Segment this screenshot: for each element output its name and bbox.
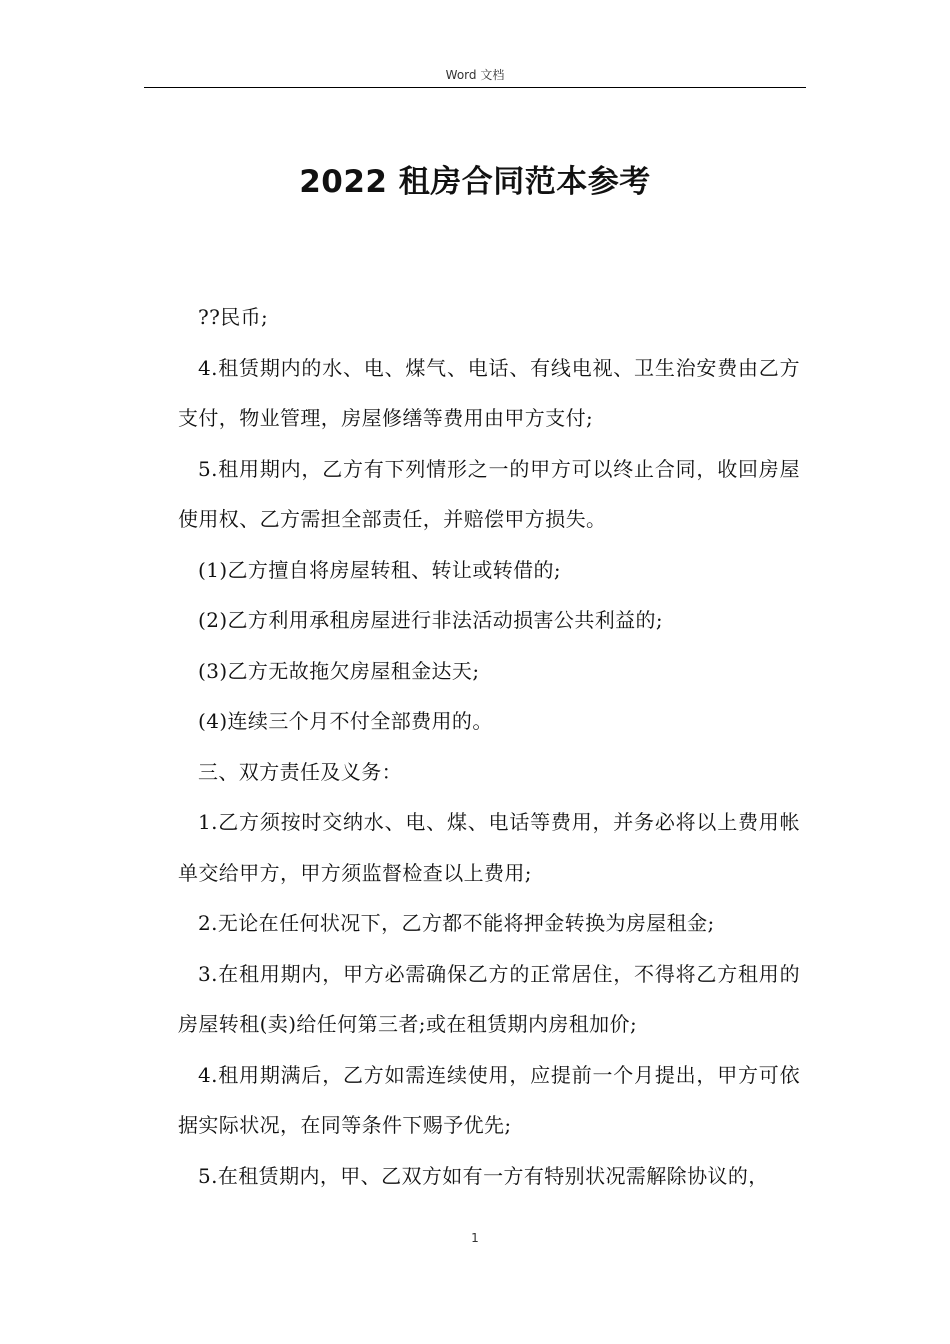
- paragraph: (2)乙方利用承租房屋进行非法活动损害公共利益的;: [198, 608, 664, 632]
- paragraph: (1)乙方擅自将房屋转租、转让或转借的;: [198, 557, 562, 582]
- paragraph: 5.在租赁期内，甲、乙双方如有一方有特别状况需解除协议的，: [198, 1163, 769, 1188]
- paragraph: 2.无论在任何状况下，乙方都不能将押金转换为房屋租金;: [198, 911, 715, 935]
- document-title: 2022 租房合同范本参考: [299, 164, 651, 200]
- paragraph: (4)连续三个月不付全部费用的。: [198, 709, 493, 733]
- paragraph: 4.租用期满后，乙方如需连续使用，应提前一个月提出，甲方可依据实际状况，在同等条件下赐予优先;: [178, 1062, 800, 1137]
- paragraph: 4.租赁期内的水、电、煤气、电话、有线电视、卫生治安费由乙方支付，物业管理，房屋修缮等费用由甲方支付;: [178, 355, 800, 430]
- paragraph: 3.在租用期内，甲方必需确保乙方的正常居住，不得将乙方租用的房屋转租(卖)给任何第三者;或在租赁期内房租加价;: [178, 961, 800, 1036]
- document-body: [178, 292, 800, 1201]
- paragraph: 1.乙方须按时交纳水、电、煤、电话等费用，并务必将以上费用帐单交给甲方，甲方须监督检查以上费用;: [178, 810, 800, 885]
- paragraph: (3)乙方无故拖欠房屋租金达天;: [198, 658, 480, 683]
- paragraph: 5.租用期内，乙方有下列情形之一的甲方可以终止合同，收回房屋使用权、乙方需担全部责任，并赔偿甲方损失。: [178, 456, 800, 531]
- page-number: 1: [471, 1231, 479, 1245]
- header-label: Word 文档: [445, 68, 505, 82]
- paragraph: ??民币;: [198, 305, 269, 329]
- paragraph: 三、双方责任及义务：: [198, 759, 402, 784]
- header-divider: [144, 87, 806, 88]
